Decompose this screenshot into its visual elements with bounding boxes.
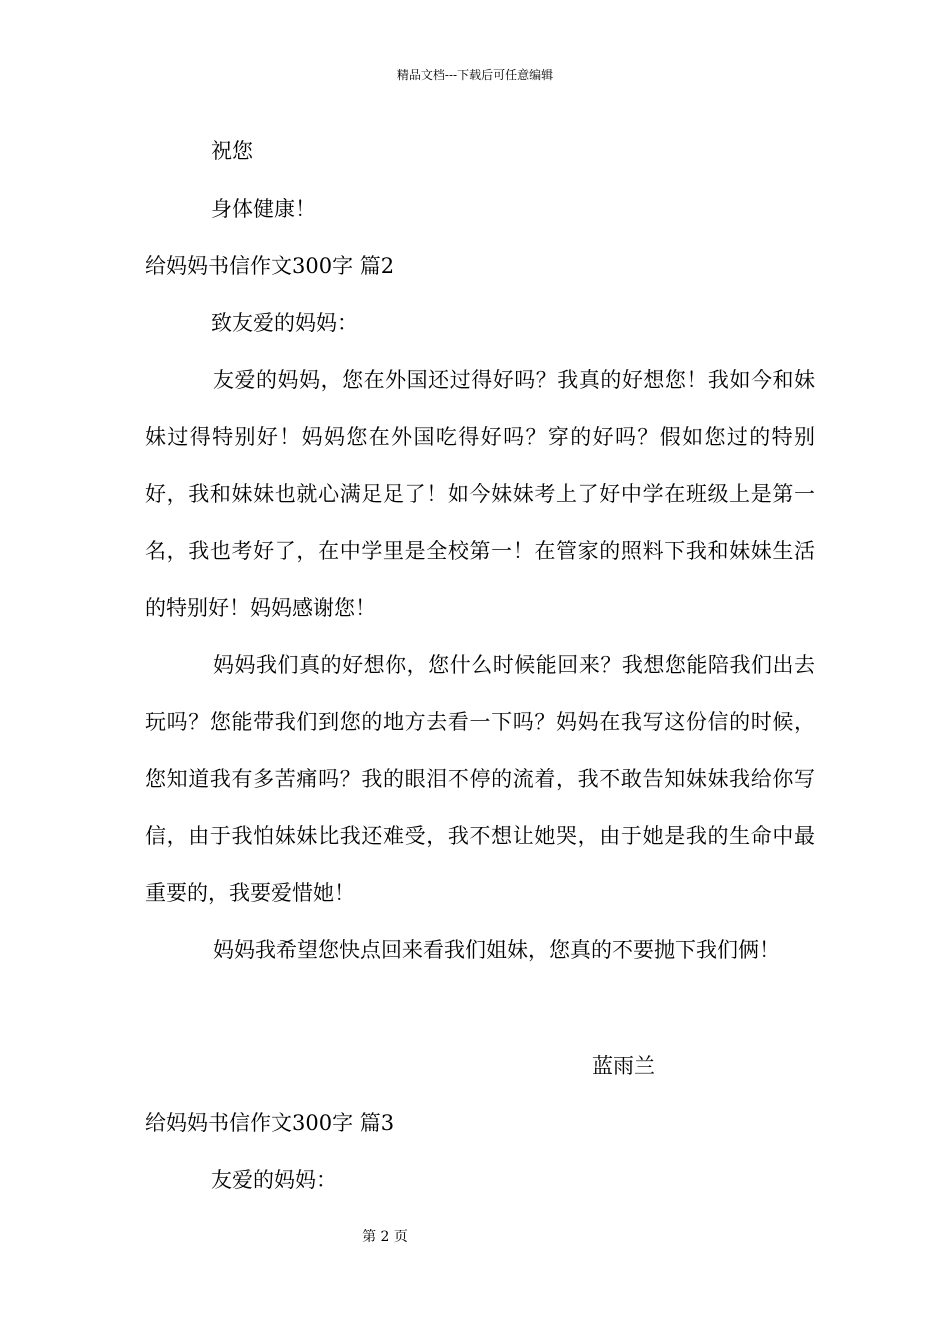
paragraph-2: 妈妈我们真的好想你，您什么时候能回来？我想您能陪我们出去玩吗？您能带我们到您的地方去看一下吗？妈妈在我写这份信的时候，您知道我有多苦痛吗？我的眼泪不停的流着，我不敢告知妹妹我给你写信，由于我怕妹妹比我还难受，我不想让她哭，由于她是我的生命中最重要的，我要爱惜她！ (145, 653, 815, 905)
closing-line-1: 祝您 (211, 139, 253, 163)
section-title-3: 给妈妈书信作文300字 篇3 (145, 1111, 395, 1135)
page-number: 第 2 页 (362, 1229, 408, 1245)
closing-line-2: 身体健康！ (211, 197, 316, 221)
salutation-3: 友爱的妈妈： (211, 1168, 337, 1192)
section-title-2: 给妈妈书信作文300字 篇2 (145, 254, 395, 278)
signature: 蓝雨兰 (592, 1054, 655, 1078)
paragraph-1: 友爱的妈妈，您在外国还过得好吗？我真的好想您！我如今和妹妹过得特别好！妈妈您在外国吃得好吗？穿的好吗？假如您过的特别好，我和妹妹也就心满足足了！如今妹妹考上了好中学在班级上是第一名，我也考好了，在中学里是全校第一！在管家的照料下我和妹妹生活的特别好！妈妈感谢您！ (145, 368, 815, 620)
paragraph-3: 妈妈我希望您快点回来看我们姐妹，您真的不要抛下我们俩！ (213, 938, 780, 962)
salutation-2: 致友爱的妈妈： (211, 311, 358, 335)
page-header: 精品文档---下载后可任意编辑 (396, 68, 554, 82)
